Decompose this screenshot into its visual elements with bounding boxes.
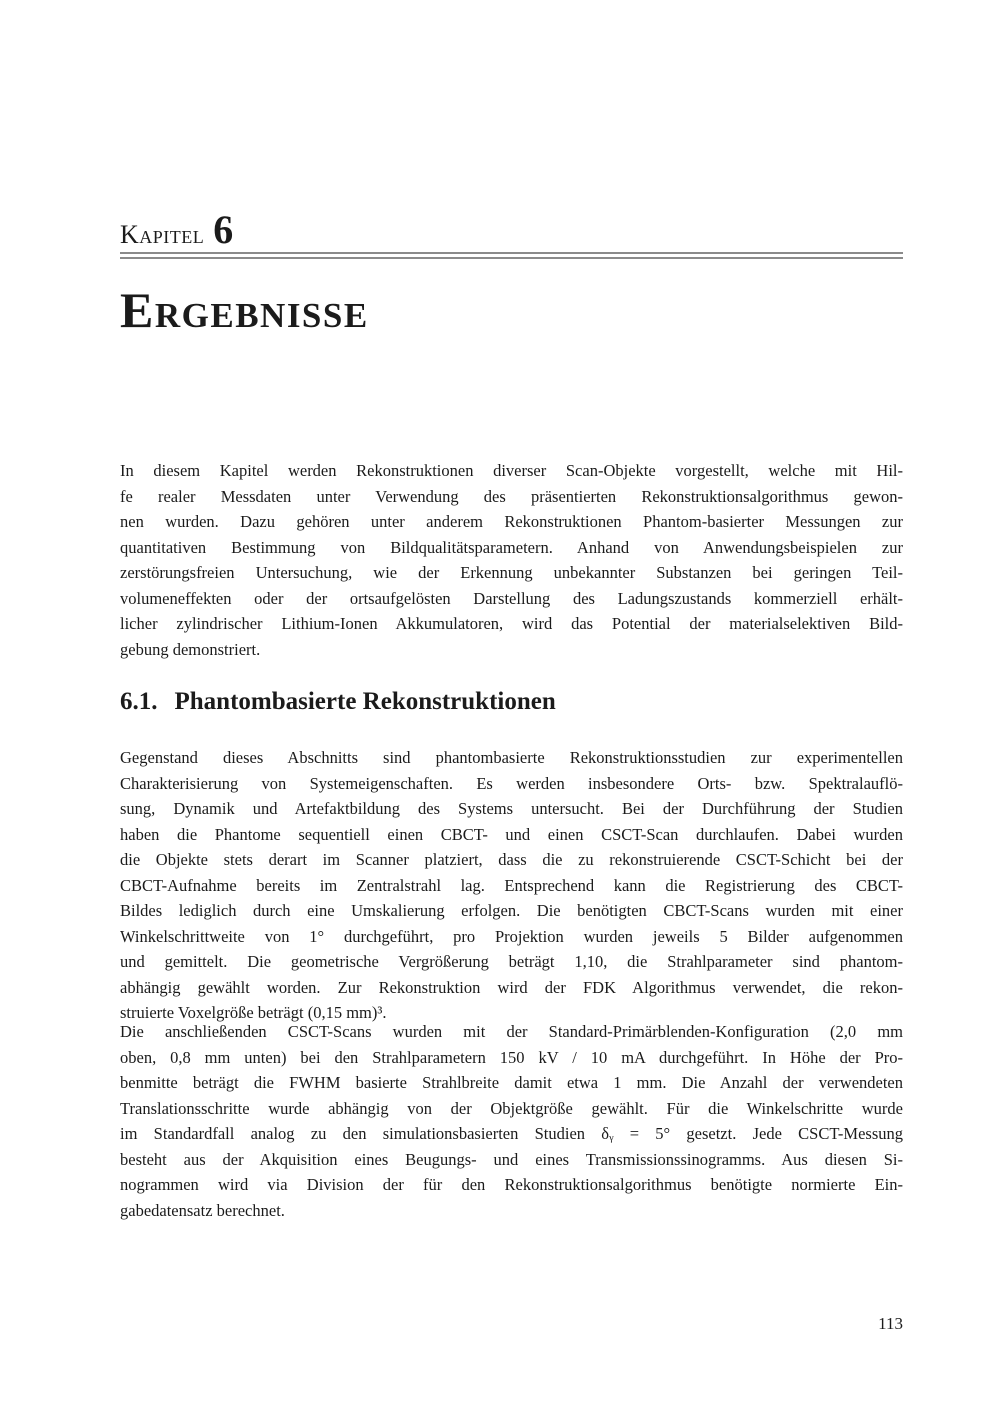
text-line: die Objekte stets derart im Scanner platziert, dass die zu rekonstruierende CSCT-Schicht bei der: [120, 850, 903, 869]
text-line: struierte Voxelgröße beträgt (0,15 mm)³.: [120, 1003, 387, 1022]
text-line: fe realer Messdaten unter Verwendung des präsentierten Rekonstruktionsalgorithmus gewon-: [120, 486, 903, 506]
text-line: abhängig gewählt worden. Zur Rekonstruktion wird der FDK Algorithmus verwendet, die rekon-: [120, 977, 903, 997]
text-line: im Standardfall analog zu den simulationsbasierten Studien δᵧ = 5° gesetzt. Jede CSCT-Messung: [120, 1124, 903, 1143]
section-heading: [120, 688, 556, 717]
text-line: nen wurden. Dazu gehören unter anderem Rekonstruktionen Phantom-basierter Messungen zur: [120, 512, 903, 531]
text-line: benmitte beträgt die FWHM basierte Strahlbreite damit etwa 1 mm. Die Anzahl der verwendeten: [120, 1073, 903, 1092]
text-line: quantitativen Bestimmung von Bildqualitätsparametern. Anhand von Anwendungsbeispielen zur: [120, 537, 903, 557]
text-line: haben die Phantome sequentiell einen CBCT- und einen CSCT-Scan durchlaufen. Dabei wurden: [120, 824, 903, 844]
text-line: besteht aus der Akquisition eines Beugungs- und eines Transmissionssinogramms. Aus diesen Si-: [120, 1149, 903, 1169]
chapter-label-text: Kapitel: [120, 220, 205, 249]
section-number: 6.1.: [120, 688, 158, 715]
text-line: gebung demonstriert.: [120, 639, 261, 659]
text-line: In diesem Kapitel werden Rekonstruktionen diverser Scan-Objekte vorgestellt, welche mit Hil-: [120, 461, 903, 480]
text-line: zerstörungsfreien Untersuchung, wie der Erkennung unbekannter Substanzen bei geringen Teil-: [120, 563, 903, 582]
text-line: volumeneffekten oder der ortsaufgelösten Darstellung des Ladungszustands kommerziell erhält-: [120, 588, 903, 608]
chapter-rule: [120, 252, 903, 259]
section-title: Phantombasierte Rekonstruktionen: [174, 688, 556, 715]
text-line: und gemittelt. Die geometrische Vergrößerung beträgt 1,10, die Strahlparameter sind phantom-: [120, 952, 903, 971]
text-line: licher zylindrischer Lithium-Ionen Akkumulatoren, wird das Potential der materialselektiven Bild-: [120, 614, 903, 633]
text-line: gabedatensatz berechnet.: [120, 1200, 285, 1220]
text-line: sung, Dynamik und Artefaktbildung des Systems untersucht. Bei der Durchführung der Studien: [120, 799, 903, 818]
chapter-label: [120, 206, 233, 253]
text-line: Bildes lediglich durch eine Umskalierung erfolgen. Die benötigten CBCT-Scans wurden mit einer: [120, 901, 903, 920]
text-line: nogrammen wird via Division der für den Rekonstruktionsalgorithmus benötigte normierte Ein-: [120, 1175, 903, 1194]
text-line: Charakterisierung von Systemeigenschaften. Es werden insbesondere Orts- bzw. Spektralauflö-: [120, 773, 903, 793]
text-line: Translationsschritte wurde abhängig von der Objektgröße gewählt. Für die Winkelschritte wurde: [120, 1098, 903, 1118]
text-line: Die anschließenden CSCT-Scans wurden mit der Standard-Primärblenden-Konfiguration (2,0 mm: [120, 1022, 903, 1041]
chapter-title: Ergebnisse: [120, 282, 369, 338]
text-line: Gegenstand dieses Abschnitts sind phantombasierte Rekonstruktionsstudien zur experimentellen: [120, 748, 903, 767]
text-line: oben, 0,8 mm unten) bei den Strahlparametern 150 kV / 10 mA durchgeführt. In Höhe der Pro-: [120, 1047, 903, 1067]
intro-paragraph: [120, 458, 903, 662]
csct-scan-paragraph: [120, 1019, 903, 1223]
text-line: CBCT-Aufnahme bereits im Zentralstrahl lag. Entsprechend kann die Registrierung des CBCT-: [120, 875, 903, 895]
phantom-reconstruction-paragraph: [120, 745, 903, 1026]
page-number: 113: [878, 1314, 903, 1333]
chapter-number: 6: [213, 207, 234, 252]
text-line: Winkelschrittweite von 1° durchgeführt, pro Projektion wurden jeweils 5 Bilder aufgenommen: [120, 926, 903, 946]
